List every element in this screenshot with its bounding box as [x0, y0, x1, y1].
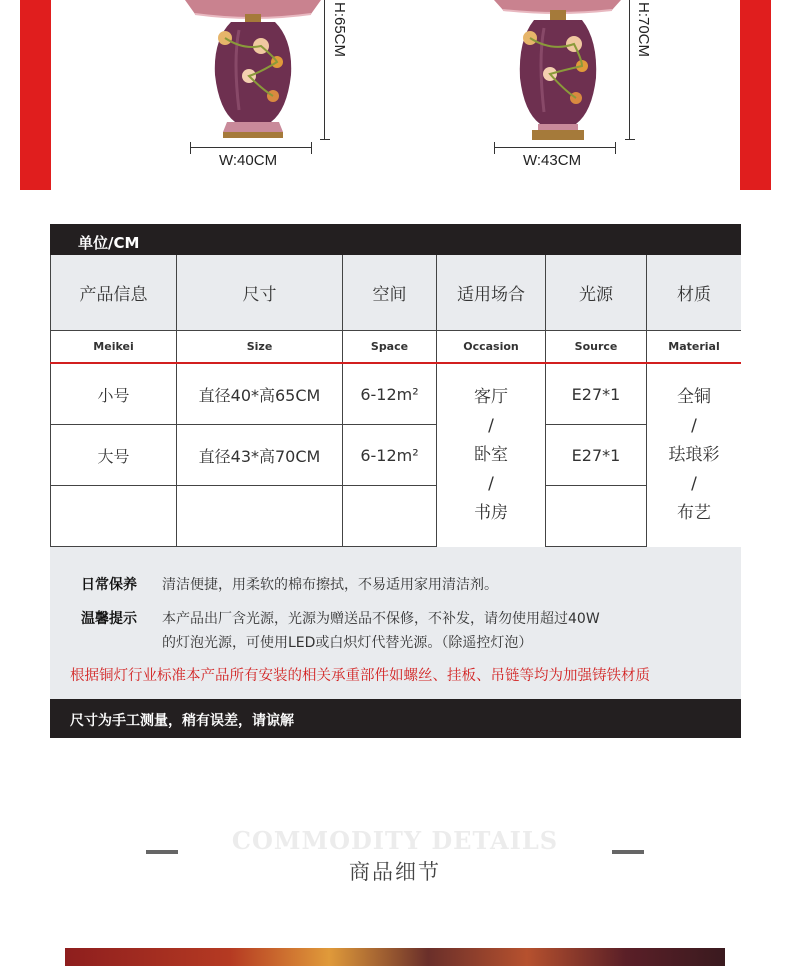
subheader-space: Space: [343, 331, 437, 362]
small-height-label: H:65CM: [331, 2, 348, 58]
subheader-occasion: Occasion: [437, 331, 546, 362]
spec-table: [50, 224, 741, 738]
header-occasion: 适用场合: [437, 255, 546, 331]
product-dimension-strip: [0, 0, 790, 190]
care-text: 清洁便捷，用柔软的棉布擦拭，不易适用家用清洁剂。: [162, 577, 498, 593]
tip-text-line1: 本产品出厂含光源，光源为赠送品不保修，不补发，请勿使用超过40W: [162, 611, 600, 627]
occasion-separator: /: [488, 474, 494, 494]
red-side-bar-right: [740, 0, 771, 190]
material-separator: /: [691, 474, 697, 494]
subheader-size: Size: [177, 331, 343, 362]
title-dash-left: [146, 850, 178, 854]
title-dash-right: [612, 850, 644, 854]
row-large-source: E27*1: [546, 425, 647, 486]
occasion-study: 书房: [474, 503, 508, 523]
subheader-source: Source: [546, 331, 647, 362]
header-size: 尺寸: [177, 255, 343, 331]
row-small-source: E27*1: [546, 364, 647, 425]
header-source: 光源: [546, 255, 647, 331]
large-height-label: H:70CM: [635, 2, 652, 58]
material-merged-cell: [647, 364, 741, 547]
care-label: 日常保养: [81, 577, 137, 593]
small-width-label: W:40CM: [219, 152, 278, 169]
occasion-separator: /: [488, 416, 494, 436]
occasion-merged-cell: [437, 364, 546, 547]
header-product-info: 产品信息: [50, 255, 177, 331]
row-small-space: 6-12m²: [343, 364, 437, 425]
material-enamel: 珐琅彩: [668, 445, 720, 465]
row-small-name: 小号: [50, 364, 177, 425]
row-large-size: 直径43*高70CM: [177, 425, 343, 486]
small-lamp-image: [183, 0, 323, 145]
header-material: 材质: [647, 255, 741, 331]
small-height-dimension-line: [320, 0, 330, 140]
red-notice: 根据铜灯行业标准本产品所有安装的相关承重部件如螺丝、挂板、吊链等均为加强铸铁材质: [70, 668, 650, 684]
large-width-label: W:43CM: [523, 152, 582, 169]
row-small-size: 直径40*高65CM: [177, 364, 343, 425]
large-lamp-image: [490, 0, 625, 145]
material-copper: 全铜: [677, 387, 711, 407]
unit-label: 单位/CM: [50, 224, 741, 255]
tip-label: 温馨提示: [81, 611, 137, 627]
large-height-dimension-line: [625, 0, 635, 140]
subheader-material: Material: [647, 331, 741, 362]
row-large-space: 6-12m²: [343, 425, 437, 486]
header-space: 空间: [343, 255, 437, 331]
occasion-bedroom: 卧室: [474, 445, 508, 465]
occasion-living-room: 客厅: [474, 387, 508, 407]
section-title-chinese: 商品细节: [349, 860, 441, 884]
row-empty-size: [177, 486, 343, 547]
row-empty-source: [546, 486, 647, 547]
section-title-english: COMMODITY DETAILS: [231, 826, 559, 855]
material-fabric: 布艺: [677, 503, 711, 523]
material-separator: /: [691, 416, 697, 436]
row-empty-name: [50, 486, 177, 547]
measurement-disclaimer: 尺寸为手工测量，稍有误差，请谅解: [50, 699, 741, 738]
row-empty-space: [343, 486, 437, 547]
subheader-product-info: Meikei: [50, 331, 177, 362]
row-large-name: 大号: [50, 425, 177, 486]
tip-text-line2: 的灯泡光源，可使用LED或白炽灯代替光源。（除遥控灯泡）: [162, 635, 533, 651]
red-side-bar-left: [20, 0, 51, 190]
detail-photo: [65, 948, 725, 966]
